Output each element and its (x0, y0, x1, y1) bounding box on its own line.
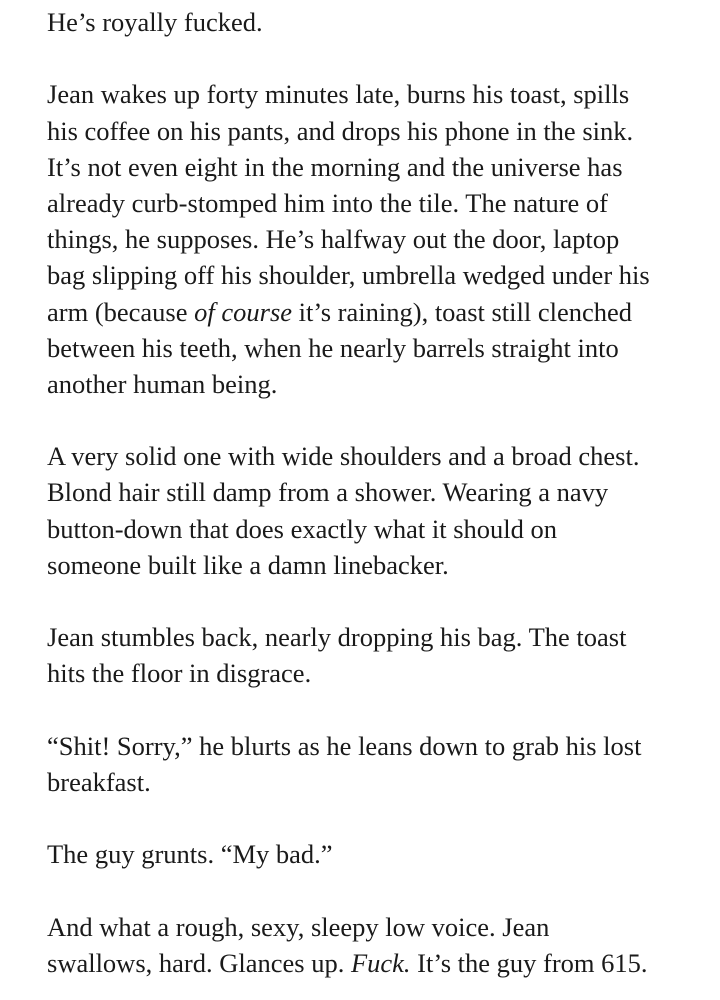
text-line (47, 909, 707, 945)
paragraph-gap (47, 692, 707, 728)
text-line (47, 294, 707, 330)
text-line (47, 366, 707, 402)
text-run: And what a rough, sexy, sleepy low voice. Jean (47, 911, 550, 942)
story-text (47, 0, 707, 981)
text-line (47, 836, 707, 872)
text-run: someone built like a damn linebacker. (47, 549, 449, 580)
text-run: things, he supposes. He’s halfway out the door, laptop (47, 224, 620, 255)
text-line (47, 511, 707, 547)
text-run: breakfast. (47, 766, 151, 797)
text-line (47, 655, 707, 691)
text-line (47, 474, 707, 510)
text-line (47, 619, 707, 655)
paragraph (47, 836, 707, 872)
text-line (47, 76, 707, 112)
text-run: between his teeth, when he nearly barrels straight into (47, 332, 619, 363)
text-run: button-down that does exactly what it should on (47, 513, 558, 544)
text-line (47, 330, 707, 366)
text-run: It’s the guy from 615. (410, 947, 648, 978)
text-line (47, 728, 707, 764)
paragraph-gap (47, 583, 707, 619)
text-run: arm (because (47, 296, 195, 327)
text-run: bag slipping off his shoulder, umbrella wedged under his (47, 260, 650, 291)
text-run: The guy grunts. “My bad.” (47, 839, 333, 870)
paragraph-gap (47, 873, 707, 909)
paragraph (47, 909, 707, 981)
paragraph (47, 4, 707, 40)
text-run: Jean wakes up forty minutes late, burns his toast, spills (47, 79, 630, 110)
text-run: A very solid one with wide shoulders and a broad chest. (47, 441, 640, 472)
text-line (47, 185, 707, 221)
text-run: “Shit! Sorry,” he blurts as he leans down to grab his lost (47, 730, 642, 761)
paragraph-gap (47, 402, 707, 438)
italic-text: of course (194, 296, 293, 327)
paragraph (47, 438, 707, 583)
paragraph (47, 619, 707, 691)
text-run: He’s royally fucked. (47, 7, 263, 37)
text-run: hits the floor in disgrace. (47, 658, 312, 689)
text-line (47, 547, 707, 583)
text-line (47, 945, 707, 981)
text-run: already curb-stomped him into the tile. The nature of (47, 187, 608, 218)
text-run: It’s not even eight in the morning and the universe has (47, 151, 623, 182)
italic-text: Fuck. (350, 947, 411, 978)
text-line (47, 4, 707, 40)
text-run: it’s raining), toast still clenched (292, 296, 633, 327)
text-run: another human being. (47, 368, 278, 399)
paragraph-gap (47, 800, 707, 836)
paragraph (47, 76, 707, 402)
text-run: swallows, hard. Glances up. (47, 947, 351, 978)
text-line (47, 149, 707, 185)
text-line (47, 113, 707, 149)
text-line (47, 438, 707, 474)
paragraph (47, 728, 707, 800)
text-run: his coffee on his pants, and drops his phone in the sink. (47, 115, 634, 146)
text-run: Blond hair still damp from a shower. Wearing a navy (47, 477, 609, 508)
paragraph-gap (47, 40, 707, 76)
text-line (47, 257, 707, 293)
text-line (47, 221, 707, 257)
text-line (47, 764, 707, 800)
text-run: Jean stumbles back, nearly dropping his bag. The toast (47, 622, 627, 653)
